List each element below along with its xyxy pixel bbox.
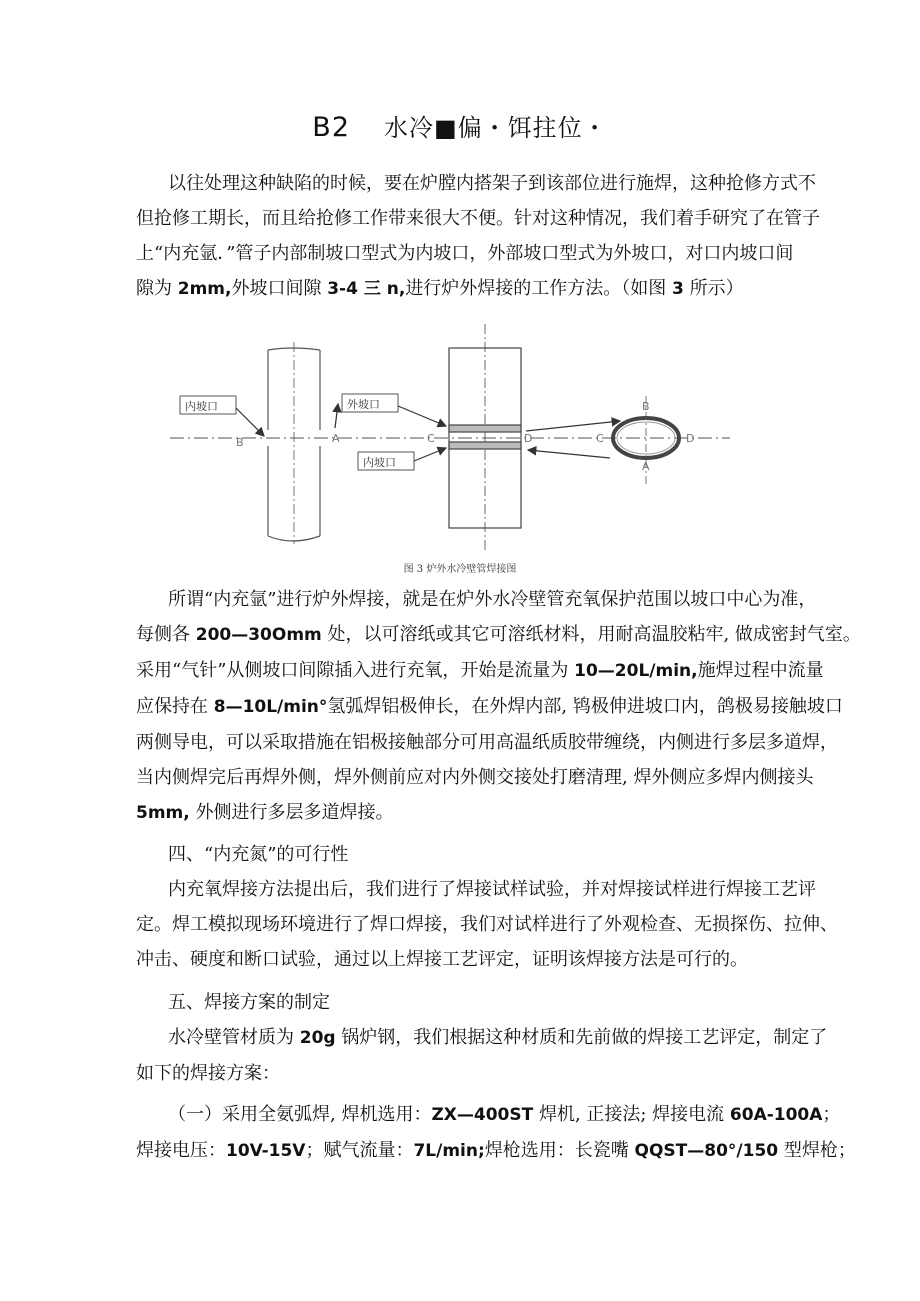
intro-line-4: 隙为 2mm,外坡口间隙 3-4 三 n,进行炉外焊接的工作方法。（如图 3 所示） — [136, 278, 744, 299]
weld-groove-top — [449, 425, 521, 432]
point-d-right: D — [686, 432, 695, 445]
arrow-outer — [398, 406, 446, 426]
point-a-left: A — [332, 432, 340, 445]
section-4-heading: 四、“内充氮”的可行性 — [168, 844, 349, 865]
section-5-item-1: （一）采用全氨弧焊, 焊机选用：ZX—400ST 焊机, 正接法; 焊接电流 60A-100A； 焊接电压：10V-15V；赋气流量：7L/min;焊枪选用：长瓷嘴 QQST—80°/150 型焊枪； — [136, 1104, 856, 1161]
page-title — [0, 108, 920, 143]
arrow-a-to-outer — [335, 404, 338, 428]
arrow-right-bottom — [528, 450, 610, 458]
weld-groove-bottom — [449, 442, 521, 449]
point-c-center: C — [427, 432, 435, 445]
figure-caption: 图 3 炉外水冷壁管焊接图 — [403, 564, 517, 575]
title-number: B2 — [312, 112, 350, 143]
section-4-paragraph: 内充氧焊接方法提出后，我们进行了焊接试样试验，并对焊接试样进行焊接工艺评 定。焊工模拟现场环境进行了焊口焊接，我们对试样进行了外观检查、无损探伤、拉伸、 冲击、硬度和断口试验，通过以上焊接工艺评定，证明该焊接方法是可行的。 — [136, 879, 838, 970]
point-d-center: D — [524, 432, 533, 445]
paragraph-2: 所谓“内充氩”进行炉外焊接，就是在炉外水冷壁管充氧保护范围以坡口中心为准， 每侧各 200—30Omm 处，以可溶纸或其它可溶纸材料，用耐高温胶粘牢, 做成密封气室。 采用“气针”从侧坡口间隙插入进行充氧，开始是流量为 10—20L/min,施焊过程中流量 应保持在 8—10L/min°氢弧焊铝极伸长，在外焊内部, 鸨极伸进坡口内，鸽极易接触坡口 两侧导电，可以采取措施在铝极接触部分可用高温纸质胶带缠绕，内侧进行多层多道焊， 当内侧焊完后再焊外侧，焊外侧前应对内外侧交接处打磨清理, 焊外侧应多焊内侧接头 5mm, 外侧进行多层多道焊接。 — [136, 589, 861, 823]
point-b-right: B — [642, 400, 650, 413]
point-b-left: B — [236, 436, 244, 449]
arrow-inner-center — [414, 448, 446, 461]
label-outer: 外坡口 — [347, 398, 380, 411]
title-text: 水冷■偏・饵拄位・ — [384, 114, 608, 142]
welding-diagram-svg — [160, 318, 740, 558]
intro-paragraph — [136, 166, 820, 307]
intro-line-2: 但抢修工期长，而且给抢修工作带来很大不便。针对这种情况，我们着手研究了在管子 — [136, 208, 820, 229]
welding-diagram — [160, 318, 740, 558]
left-pipe — [268, 342, 320, 544]
center-pipe — [449, 324, 521, 550]
arrow-right-top — [526, 421, 620, 431]
label-inner-center: 内坡口 — [363, 456, 396, 469]
point-c-right: C — [596, 432, 604, 445]
arrow-inner-left — [236, 408, 264, 436]
intro-line-1: 以往处理这种缺陷的时候，要在炉膛内搭架子到该部位进行施焊，这种抢修方式不 — [168, 173, 816, 194]
point-a-right: A — [642, 460, 650, 473]
section-5-paragraph: 水冷壁管材质为 20g 锅炉钢，我们根据这种材质和先前做的焊接工艺评定，制定了 如下的焊接方案： — [136, 1027, 828, 1084]
section-5-heading: 五、焊接方案的制定 — [168, 992, 330, 1013]
intro-line-3: 上“内充氩．”管子内部制坡口型式为内坡口，外部坡口型式为外坡口，对口内坡口间 — [136, 243, 794, 264]
label-inner-left: 内坡口 — [185, 400, 218, 413]
